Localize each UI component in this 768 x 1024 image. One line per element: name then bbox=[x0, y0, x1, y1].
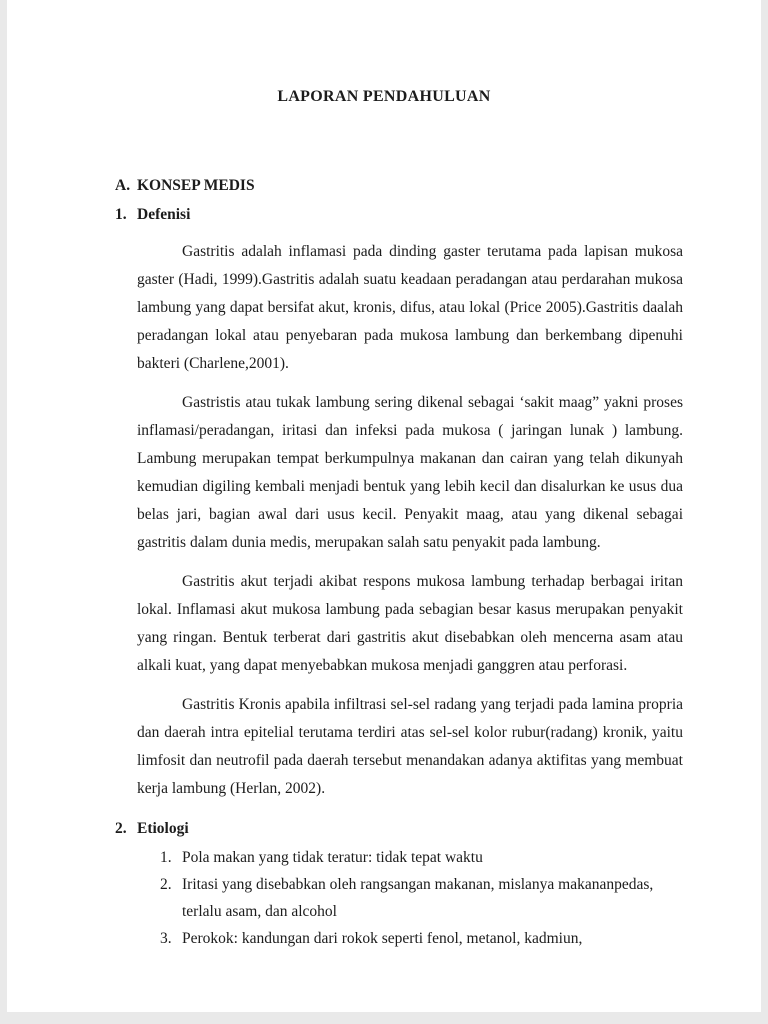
subsection-number: 1. bbox=[115, 206, 127, 223]
document-page bbox=[7, 0, 761, 1012]
subsection-heading-defenisi bbox=[115, 203, 683, 227]
paragraph-definisi-1: Gastritis adalah inflamasi pada dinding gaster terutama pada lapisan mukosa gaster (Hadi, 1999).Gastritis adalah suatu keadaan peradangan atau perdarahan mukosa lambung yang dapat bersifat akut, kronis, difus, atau lokal (Price 2005).Gastritis daalah peradangan lokal atau penyebaran pada mukosa lambung dan berkembang dipenuhi bakteri (Charlene,2001). bbox=[137, 243, 683, 372]
paragraph-definisi-2: Gastristis atau tukak lambung sering dikenal sebagai ‘sakit maag” yakni proses inflamasi/peradangan, iritasi dan infeksi pada mukosa ( jaringan lunak ) lambung. Lambung merupakan tempat berkumpulnya makanan dan cairan yang telah dikunyah kemudian digiling kembali menjadi bentuk yang lebih kecil dan disalurkan ke usus dua belas jari, bagian awal dari usus kecil. Penyakit maag, atau yang dikenal sebagai gastritis dalam dunia medis, merupakan salah satu penyakit pada lambung. bbox=[137, 394, 683, 551]
section-title: KONSEP MEDIS bbox=[137, 177, 255, 194]
document-title: LAPORAN PENDAHULUAN bbox=[277, 88, 491, 105]
list-item bbox=[160, 844, 683, 871]
list-item bbox=[160, 871, 683, 925]
list-item-text: Perokok: kandungan dari rokok seperti fenol, metanol, kadmiun, bbox=[182, 930, 583, 947]
subsection-heading-etiologi bbox=[115, 817, 683, 841]
section-heading-konsep-medis bbox=[115, 174, 683, 198]
list-item-text: Pola makan yang tidak teratur: tidak tepat waktu bbox=[182, 849, 483, 866]
section-label: A. bbox=[115, 177, 131, 194]
list-item-number: 1. bbox=[160, 849, 172, 866]
paragraph-definisi-4: Gastritis Kronis apabila infiltrasi sel-sel radang yang terjadi pada lamina propria dan daerah intra epitelial terutama terdiri atas sel-sel kolor rubur(radang) kronik, yaitu limfosit dan neutrofil pada daerah tersebut menandakan adanya aktifitas yang membuat kerja lambung (Herlan, 2002). bbox=[137, 696, 683, 797]
paragraph-definisi-3: Gastritis akut terjadi akibat respons mukosa lambung terhadap berbagai iritan lokal. Inflamasi akut mukosa lambung pada sebagian besar kasus merupakan penyakit yang ringan. Bentuk terberat dari gastritis akut disebabkan oleh mencerna asam atau alkali kuat, yang dapat menyebabkan mukosa menjadi ganggren atau perforasi. bbox=[137, 573, 683, 674]
etiologi-list bbox=[160, 844, 683, 952]
list-item-number: 2. bbox=[160, 876, 172, 893]
list-item-text: Iritasi yang disebabkan oleh rangsangan makanan, mislanya makananpedas, terlalu asam, dan alcohol bbox=[182, 876, 654, 920]
list-item bbox=[160, 925, 683, 952]
subsection-title: Defenisi bbox=[137, 206, 191, 223]
subsection-number: 2. bbox=[115, 820, 127, 837]
list-item-number: 3. bbox=[160, 930, 172, 947]
subsection-title: Etiologi bbox=[137, 820, 189, 837]
